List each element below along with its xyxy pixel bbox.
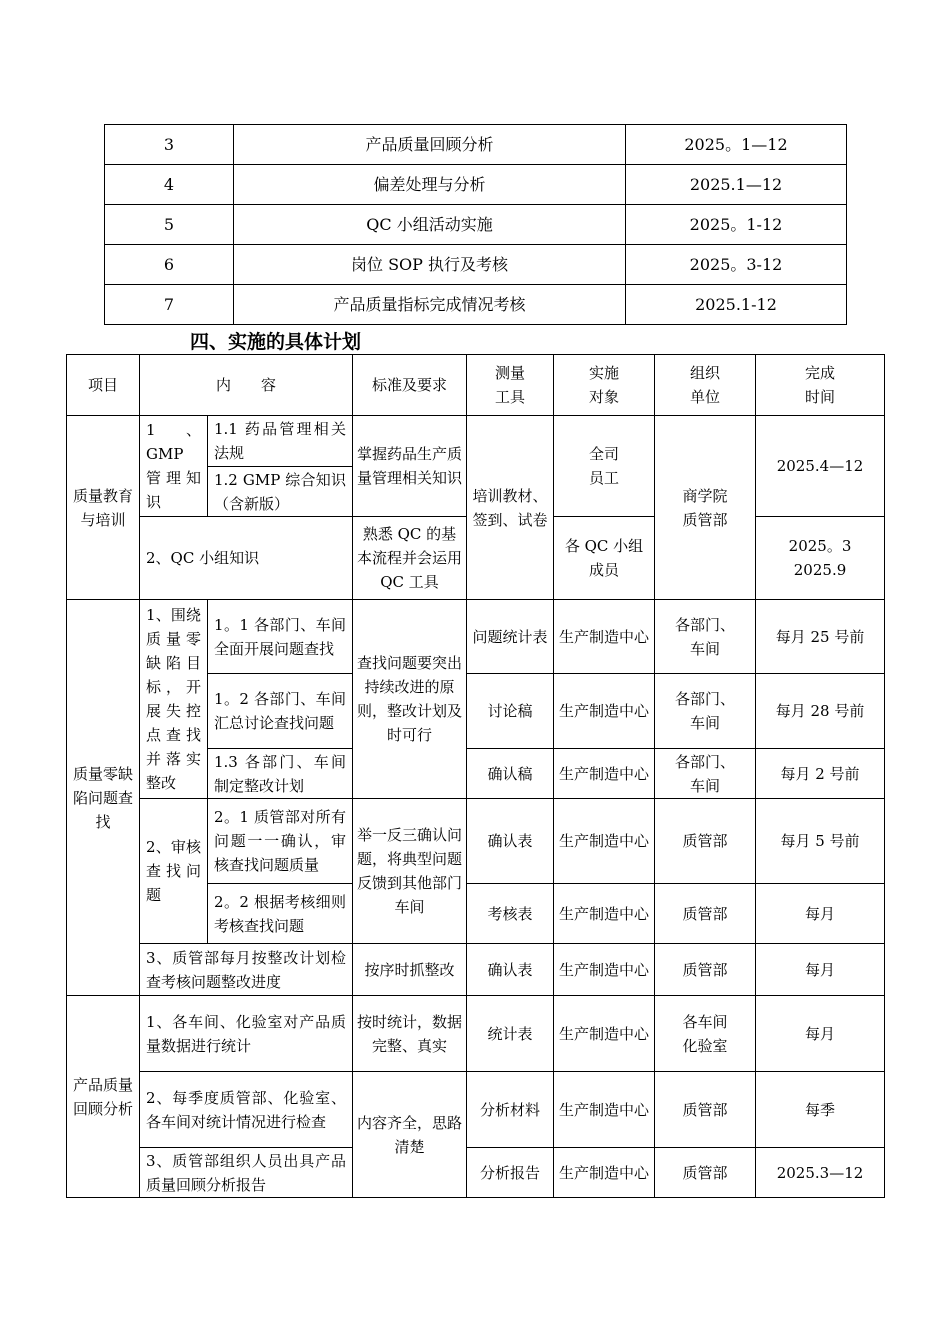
- header-standard: 标准及要求: [353, 355, 467, 416]
- content-defect-4: 2。1 质管部对所有问题一一确认，审核查找问题质量: [208, 799, 353, 884]
- row-number: 5: [105, 205, 234, 245]
- content-gmp: 1、GMP 管理知识: [140, 416, 208, 517]
- time-defect-6: 每月: [756, 944, 885, 996]
- content-group-1: 1、围绕质量零缺陷目标，开展失控点查找并落实整改: [140, 600, 208, 799]
- tool-review-3: 分析报告: [467, 1148, 554, 1198]
- content-review-3: 3、质管部组织人员出具产品质量回顾分析报告: [140, 1148, 353, 1198]
- content-review-1: 1、各车间、化验室对产品质量数据进行统计: [140, 996, 353, 1072]
- time-defect-2: 每月 28 号前: [756, 674, 885, 749]
- header-tool: 测量 工具: [467, 355, 554, 416]
- content-qc: 2、QC 小组知识: [140, 517, 353, 600]
- header-time: 完成 时间: [756, 355, 885, 416]
- header-row: [67, 355, 885, 416]
- content-defect-1: 1。1 各部门、车间全面开展问题查找: [208, 600, 353, 674]
- org-defect-1: 各部门、 车间: [655, 600, 756, 674]
- row-time: 2025。1—12: [626, 125, 847, 165]
- row-time: 2025.1-12: [626, 285, 847, 325]
- table-row: [67, 944, 885, 996]
- org-defect-6: 质管部: [655, 944, 756, 996]
- org-defect-2: 各部门、 车间: [655, 674, 756, 749]
- tool-review-1: 统计表: [467, 996, 554, 1072]
- target-review-2: 生产制造中心: [554, 1072, 655, 1148]
- target-defect-3: 生产制造中心: [554, 749, 655, 799]
- tool-defect-1: 问题统计表: [467, 600, 554, 674]
- standard-gmp: 掌握药品生产质量管理相关知识: [353, 416, 467, 517]
- content-defect-6: 3、质管部每月按整改计划检查考核问题整改进度: [140, 944, 353, 996]
- time-review-3: 2025.3—12: [756, 1148, 885, 1198]
- target-all-staff: 全司 员工: [554, 416, 655, 517]
- org-education: 商学院 质管部: [655, 416, 756, 600]
- content-group-2: 2、审核查找问题: [140, 799, 208, 944]
- org-review-2: 质管部: [655, 1072, 756, 1148]
- implementation-plan-table: [66, 354, 885, 1198]
- table-row: [105, 165, 847, 205]
- table-row: [67, 799, 885, 884]
- tool-defect-3: 确认稿: [467, 749, 554, 799]
- content-defect-2: 1。2 各部门、车间汇总讨论查找问题: [208, 674, 353, 749]
- content-defect-3: 1.3 各部门、车间制定整改计划: [208, 749, 353, 799]
- project-education: 质量教育与培训: [67, 416, 140, 600]
- project-review: 产品质量回顾分析: [67, 996, 140, 1198]
- time-defect-5: 每月: [756, 884, 885, 944]
- row-item: 岗位 SOP 执行及考核: [234, 245, 626, 285]
- header-content: 内 容: [140, 355, 353, 416]
- target-defect-1: 生产制造中心: [554, 600, 655, 674]
- standard-defect-2: 举一反三确认问题，将典型问题反馈到其他部门车间: [353, 799, 467, 944]
- target-defect-5: 生产制造中心: [554, 884, 655, 944]
- table-row: [105, 285, 847, 325]
- row-time: 2025.1—12: [626, 165, 847, 205]
- standard-defect-1: 查找问题要突出持续改进的原则，整改计划及时可行: [353, 600, 467, 799]
- content-review-2: 2、每季度质管部、化验室、各车间对统计情况进行检查: [140, 1072, 353, 1148]
- table-row: [67, 600, 885, 674]
- content-gmp-2: 1.2 GMP 综合知识（含新版）: [208, 467, 353, 517]
- table-row: [67, 1148, 885, 1198]
- org-defect-3: 各部门、 车间: [655, 749, 756, 799]
- row-number: 4: [105, 165, 234, 205]
- tool-defect-6: 确认表: [467, 944, 554, 996]
- tool-defect-5: 考核表: [467, 884, 554, 944]
- project-defect: 质量零缺陷问题查找: [67, 600, 140, 996]
- table-row: [105, 245, 847, 285]
- table-row: [67, 996, 885, 1072]
- standard-defect-6: 按序时抓整改: [353, 944, 467, 996]
- tool-defect-4: 确认表: [467, 799, 554, 884]
- standard-review-1: 按时统计，数据完整、真实: [353, 996, 467, 1072]
- table-row: [67, 1072, 885, 1148]
- header-target: 实施 对象: [554, 355, 655, 416]
- row-time: 2025。1-12: [626, 205, 847, 245]
- target-defect-6: 生产制造中心: [554, 944, 655, 996]
- content-gmp-1: 1.1 药品管理相关法规: [208, 416, 353, 467]
- header-org: 组织 单位: [655, 355, 756, 416]
- standard-review-2: 内容齐全，思路清楚: [353, 1072, 467, 1198]
- content-defect-5: 2。2 根据考核细则考核查找问题: [208, 884, 353, 944]
- row-item: 产品质量回顾分析: [234, 125, 626, 165]
- row-number: 7: [105, 285, 234, 325]
- header-item: 项目: [67, 355, 140, 416]
- row-item: QC 小组活动实施: [234, 205, 626, 245]
- table-row: [67, 416, 885, 467]
- target-review-1: 生产制造中心: [554, 996, 655, 1072]
- table-row: [105, 125, 847, 165]
- tool-training: 培训教材、签到、试卷: [467, 416, 554, 600]
- target-qc: 各 QC 小组成员: [554, 517, 655, 600]
- time-defect-3: 每月 2 号前: [756, 749, 885, 799]
- time-review-2: 每季: [756, 1072, 885, 1148]
- tool-defect-2: 讨论稿: [467, 674, 554, 749]
- time-qc: 2025。3 2025.9: [756, 517, 885, 600]
- row-time: 2025。3-12: [626, 245, 847, 285]
- target-review-3: 生产制造中心: [554, 1148, 655, 1198]
- time-defect-1: 每月 25 号前: [756, 600, 885, 674]
- row-number: 6: [105, 245, 234, 285]
- org-review-1: 各车间 化验室: [655, 996, 756, 1072]
- standard-qc: 熟悉 QC 的基本流程并会运用 QC 工具: [353, 517, 467, 600]
- target-defect-4: 生产制造中心: [554, 799, 655, 884]
- section-title: 四、实施的具体计划: [190, 331, 362, 353]
- table-row: [105, 205, 847, 245]
- org-review-3: 质管部: [655, 1148, 756, 1198]
- org-defect-4: 质管部: [655, 799, 756, 884]
- top-plan-table: [104, 124, 847, 325]
- row-number: 3: [105, 125, 234, 165]
- target-defect-2: 生产制造中心: [554, 674, 655, 749]
- tool-review-2: 分析材料: [467, 1072, 554, 1148]
- row-item: 产品质量指标完成情况考核: [234, 285, 626, 325]
- time-gmp: 2025.4—12: [756, 416, 885, 517]
- org-defect-5: 质管部: [655, 884, 756, 944]
- row-item: 偏差处理与分析: [234, 165, 626, 205]
- time-review-1: 每月: [756, 996, 885, 1072]
- time-defect-4: 每月 5 号前: [756, 799, 885, 884]
